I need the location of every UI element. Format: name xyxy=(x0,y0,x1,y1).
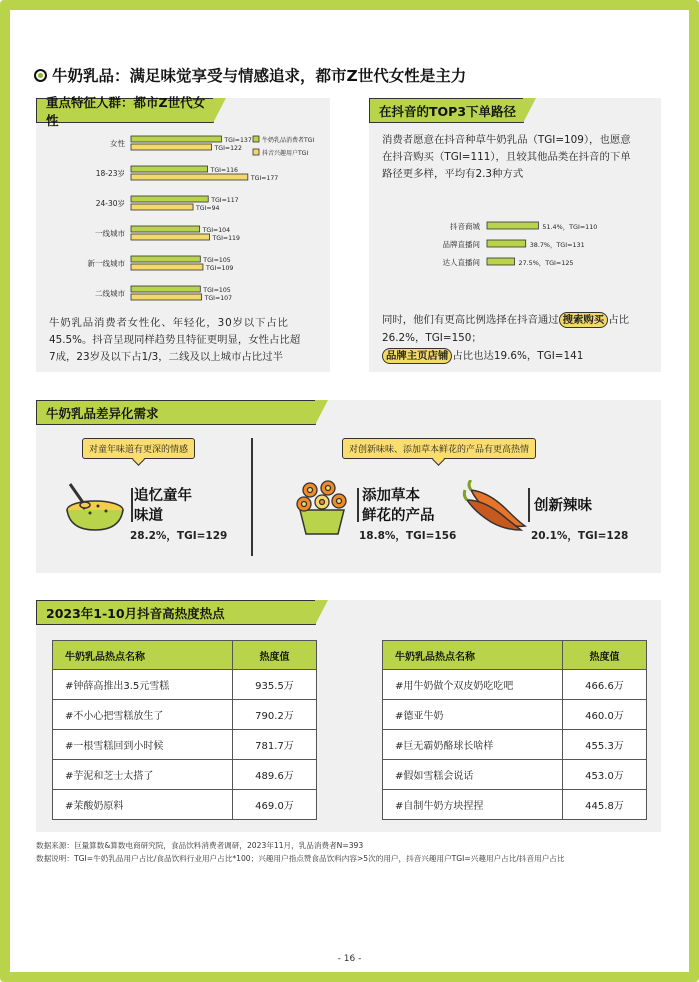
chili-pepper-icon xyxy=(461,480,531,532)
need-stat-herbal: 18.8%，TGI=156 xyxy=(359,530,457,542)
differentiated-needs-panel xyxy=(36,400,661,573)
bar-consumer-tgi xyxy=(131,286,200,292)
table-header: 热度值 xyxy=(233,641,317,670)
bar-label-consumer: TGI=116 xyxy=(210,167,238,174)
needs-divider xyxy=(251,438,253,556)
topic-name-cell: #不小心把雪糕放生了 xyxy=(53,700,233,730)
childhood-callout-text: 对童年味道有更深的情感 xyxy=(89,445,189,455)
bar-label-interest: TGI=107 xyxy=(204,295,233,302)
page-number: - 16 - xyxy=(337,954,362,964)
path-note-text: 同时，他们有更高比例选择在抖音通过 xyxy=(382,314,559,326)
need-border-line xyxy=(131,488,133,522)
path-bar xyxy=(487,222,538,229)
crowd-row-label: 24-30岁 xyxy=(95,199,125,208)
brand-store-highlight: 品牌主页店铺 xyxy=(382,348,452,364)
needs-tab-label: 牛奶乳品差异化需求 xyxy=(46,405,159,421)
path-note-text: 26.2%，TGI=150； xyxy=(382,332,482,344)
path-row-label: 抖音商城 xyxy=(450,222,480,231)
need-title-line: 鲜花的产品 xyxy=(362,508,435,524)
path-note-text: 占比 xyxy=(608,314,629,326)
bar-label-interest: TGI=119 xyxy=(212,235,240,242)
heat-value-cell: 469.0万 xyxy=(233,790,317,820)
path-bar-label: 38.7%，TGI=131 xyxy=(529,241,585,249)
topic-name-cell: #巨无霸奶酪球长啥样 xyxy=(383,730,563,760)
path-bar xyxy=(487,240,526,247)
topic-name-cell: #一根雪糕回到小时候 xyxy=(53,730,233,760)
bar-interest-tgi xyxy=(131,204,193,210)
bar-consumer-tgi xyxy=(131,196,208,202)
path-desc-line: 在抖音购买（TGI=111），且较其他品类在抖音的下单 xyxy=(382,151,631,163)
crowd-desc-line: 牛奶乳品消费者女性化、年轻化，30岁以下占比 xyxy=(49,317,289,329)
crowd-row-label: 新一线城市 xyxy=(87,259,125,268)
hot-topics-table-left xyxy=(52,640,317,820)
bar-consumer-tgi xyxy=(131,136,221,142)
search-purchase-highlight: 搜索购买 xyxy=(559,312,609,328)
path-row-label: 品牌直播间 xyxy=(442,240,480,249)
target-crowd-tab-label: 重点特征人群：都市Z世代女性 xyxy=(46,94,206,128)
need-border-line xyxy=(357,488,359,522)
footnote-explanation: 数据说明：TGI=牛奶乳品用户占比/食品饮料行业用户占比*100；兴趣用户指点赞食品饮料内容>5次的用户，抖音兴趣用户TGI=兴趣用户占比/抖音用户占比 xyxy=(36,854,565,863)
topic-name-cell: #自制牛奶方块捏捏 xyxy=(383,790,563,820)
heat-value-cell: 455.3万 xyxy=(563,730,647,760)
table-row xyxy=(383,760,647,790)
path-row-label: 达人直播间 xyxy=(442,258,480,267)
table-row xyxy=(53,670,317,700)
need-title-line: 味道 xyxy=(134,508,163,524)
page-title-text: 牛奶乳品：满足味觉享受与情感追求，都市Z世代女性是主力 xyxy=(52,67,467,85)
bar-interest-tgi xyxy=(131,234,210,240)
bar-consumer-tgi xyxy=(131,226,200,232)
crowd-tgi-chart xyxy=(36,98,330,308)
purchase-path-tab-label: 在抖音的TOP3下单路径 xyxy=(379,103,517,119)
table-row xyxy=(53,700,317,730)
need-title-line: 创新辣味 xyxy=(534,498,592,514)
bar-label-consumer: TGI=105 xyxy=(203,257,231,264)
table-header: 牛奶乳品热点名称 xyxy=(383,641,563,670)
bar-interest-tgi xyxy=(131,294,202,300)
table-row xyxy=(53,790,317,820)
table-header: 牛奶乳品热点名称 xyxy=(53,641,233,670)
heat-value-cell: 460.0万 xyxy=(563,700,647,730)
heat-value-cell: 466.6万 xyxy=(563,670,647,700)
heat-value-cell: 453.0万 xyxy=(563,760,647,790)
innovation-callout-text: 对创新味味、添加草本鲜花的产品有更高热情 xyxy=(349,445,530,455)
bar-label-interest: TGI=94 xyxy=(196,205,220,212)
crowd-description xyxy=(49,315,325,366)
crowd-row-label: 二线城市 xyxy=(95,289,125,298)
need-border-line xyxy=(528,488,530,522)
table-row xyxy=(383,730,647,760)
topic-name-cell: #德亚牛奶 xyxy=(383,700,563,730)
table-header: 热度值 xyxy=(563,641,647,670)
crowd-row-label: 女性 xyxy=(110,139,125,148)
path-bar-label: 51.4%，TGI=110 xyxy=(542,223,598,231)
need-title-line: 追忆童年 xyxy=(134,488,192,504)
topic-name-cell: #用牛奶做个双皮奶吃吃吧 xyxy=(383,670,563,700)
table-row xyxy=(53,760,317,790)
innovation-callout xyxy=(342,438,536,459)
bullet-circle-icon xyxy=(34,69,47,82)
heat-value-cell: 445.8万 xyxy=(563,790,647,820)
flower-basket-icon xyxy=(292,476,352,538)
crowd-row-label: 一线城市 xyxy=(95,229,125,238)
topic-name-cell: #茉酸奶原料 xyxy=(53,790,233,820)
hot-topics-tab-label: 2023年1-10月抖音高热度热点 xyxy=(46,605,225,621)
purchase-path-note xyxy=(382,311,660,365)
bar-label-interest: TGI=109 xyxy=(205,265,234,272)
need-title-herbal xyxy=(362,486,435,526)
path-note-text: 占比也达19.6%，TGI=141 xyxy=(452,350,584,362)
need-title-spicy xyxy=(534,496,592,516)
crowd-row-label: 18-23岁 xyxy=(95,169,125,178)
table-row xyxy=(383,700,647,730)
bar-consumer-tgi xyxy=(131,166,208,172)
legend-label-interest: 抖音兴趣用户TGI xyxy=(262,150,309,157)
table-row xyxy=(383,790,647,820)
topic-name-cell: #芋泥和芝士太搭了 xyxy=(53,760,233,790)
need-stat-childhood: 28.2%，TGI=129 xyxy=(130,530,228,542)
topic-name-cell: #假如雪糕会说话 xyxy=(383,760,563,790)
need-stat-spicy: 20.1%，TGI=128 xyxy=(531,530,629,542)
porridge-bowl-icon xyxy=(62,478,126,534)
bar-label-consumer: TGI=117 xyxy=(211,197,239,204)
hot-topics-tab xyxy=(36,600,316,625)
needs-tab xyxy=(36,400,316,425)
bar-interest-tgi xyxy=(131,174,248,180)
path-bar-label: 27.5%，TGI=125 xyxy=(518,259,574,267)
path-desc-line: 路径更多样，平均有2.3种方式 xyxy=(382,168,524,180)
purchase-path-panel xyxy=(369,98,661,372)
hot-topics-table-right xyxy=(382,640,647,820)
heat-value-cell: 489.6万 xyxy=(233,760,317,790)
legend-swatch-interest xyxy=(253,149,259,155)
page-title xyxy=(34,64,466,86)
table-row xyxy=(53,730,317,760)
bar-consumer-tgi xyxy=(131,256,200,262)
crowd-desc-line: 7成，23岁及以下占1/3，二线及以上城市占比过半 xyxy=(49,351,283,363)
bar-label-consumer: TGI=137 xyxy=(224,137,252,144)
footnote-source: 数据来源：巨量算数&算数电商研究院，食品饮料消费者调研，2023年11月，乳品消费者N=393 xyxy=(36,841,364,850)
bar-label-consumer: TGI=105 xyxy=(203,287,231,294)
bar-interest-tgi xyxy=(131,264,203,270)
bar-label-consumer: TGI=104 xyxy=(202,227,231,234)
bar-label-interest: TGI=122 xyxy=(214,145,242,152)
heat-value-cell: 790.2万 xyxy=(233,700,317,730)
legend-swatch-consumer xyxy=(253,136,259,142)
hot-topics-panel xyxy=(36,600,661,832)
path-desc-line: 消费者愿意在抖音种草牛奶乳品（TGI=109），也愿意 xyxy=(382,134,631,146)
bar-interest-tgi xyxy=(131,144,212,150)
heat-value-cell: 781.7万 xyxy=(233,730,317,760)
topic-name-cell: #钟薛高推出3.5元雪糕 xyxy=(53,670,233,700)
path-bar xyxy=(487,258,515,265)
childhood-callout xyxy=(82,438,195,459)
need-title-childhood xyxy=(134,486,192,526)
target-crowd-panel xyxy=(36,94,330,372)
legend-label-consumer: 牛奶乳品消费者TGI xyxy=(262,137,315,144)
crowd-desc-line: 45.5%。抖音呈现同样趋势且特征更明显，女性占比超 xyxy=(49,334,301,346)
table-row xyxy=(383,670,647,700)
heat-value-cell: 935.5万 xyxy=(233,670,317,700)
bar-label-interest: TGI=177 xyxy=(250,175,279,182)
need-title-line: 添加草本 xyxy=(362,488,420,504)
